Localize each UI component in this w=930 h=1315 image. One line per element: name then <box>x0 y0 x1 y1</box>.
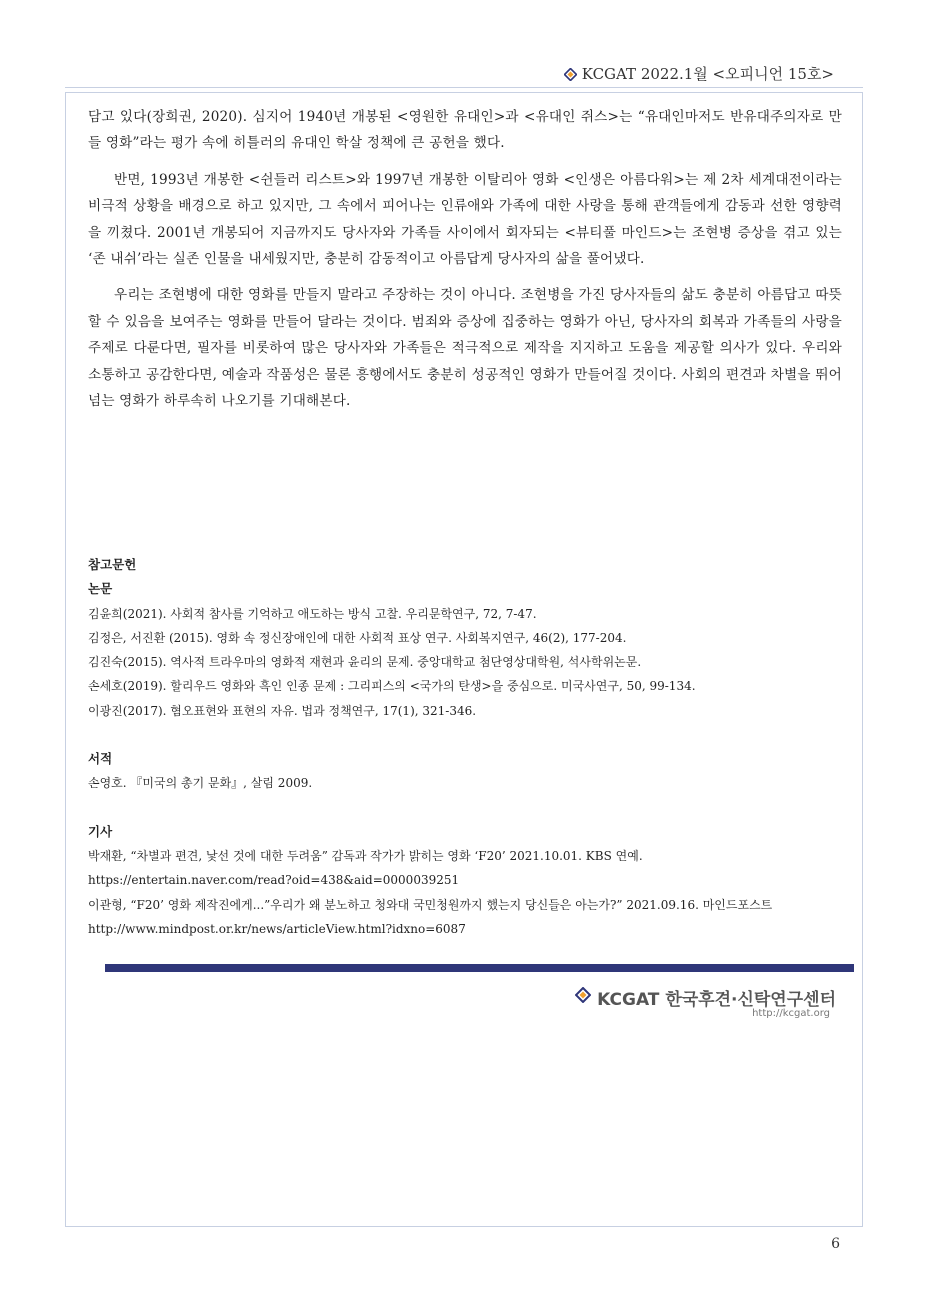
header-text: KCGAT 2022.1월 <오피니언 15호> <box>581 65 834 83</box>
paper-ref: 손세호(2019). 할리우드 영화와 흑인 인종 문제 : 그리피스의 <국가의 탄생>을 중심으로. 미국사연구, 50, 99-134. <box>88 679 696 694</box>
references-title: 참고문헌 <box>88 557 137 572</box>
article-link[interactable]: https://entertain.naver.com/read?oid=438&aid=0000039251 <box>88 873 460 888</box>
footer-org-name: KCGAT 한국후견·신탁연구센터 <box>597 990 836 1010</box>
article-link[interactable]: http://www.mindpost.or.kr/news/articleView.html?idxno=6087 <box>88 921 466 936</box>
paper-ref: 김윤희(2021). 사회적 참사를 기억하고 애도하는 방식 고찰. 우리문학연구, 72, 7-47. <box>88 606 537 621</box>
books-heading: 서적 <box>88 751 113 767</box>
article-body <box>88 104 842 424</box>
paragraph-2: 반면, 1993년 개봉한 <쉰들러 리스트>와 1997년 개봉한 이탈리아 영화 <인생은 아름다워>는 제 2차 세계대전이라는 비극적 상황을 배경으로 하고 있지만, 그 속에서 피어나는 인류애와 가족에 대한 사랑을 통해 관객들에게 감동과 선한 영향력을 끼쳤다. 2001년 개봉되어 지금까지도 당사자와 가족들 사이에서 회자되는 <뷰티풀 마인드>는 조현병 증상을 겪고 있는 ‘존 내쉬’라는 실존 인물을 내세웠지만, 충분히 감동적이고 아름답게 당사자의 삶을 풀어냈다. <box>88 171 842 268</box>
article-ref: 박재환, “차별과 편견, 낯선 것에 대한 두려움” 감독과 작가가 밝히는 영화 ‘F20’ 2021.10.01. KBS 연예. <box>88 848 643 863</box>
book-ref: 손영호. 『미국의 총기 문화』, 살림 2009. <box>88 776 313 791</box>
paper-ref: 이광진(2017). 혐오표현와 표현의 자유. 법과 정책연구, 17(1), 321-346. <box>88 703 477 718</box>
diamond-logo-icon <box>564 68 576 80</box>
paper-ref: 김진숙(2015). 역사적 트라우마의 영화적 재현과 윤리의 문제. 중앙대학교 첨단영상대학원, 석사학위논문. <box>88 655 642 670</box>
page-number: 6 <box>831 1236 840 1252</box>
header-rule <box>65 87 863 88</box>
footer-url[interactable]: http://kcgat.org <box>752 1008 830 1019</box>
footer-bar <box>105 964 854 972</box>
references <box>88 553 848 941</box>
paragraph-1: 담고 있다(장희권, 2020). 심지어 1940년 개봉된 <영원한 유대인>과 <유대인 쥐스>는 “유대인마저도 반유대주의자로 만들 영화”라는 평가 속에 히틀러의 유대인 학살 정책에 큰 공헌을 했다. <box>88 109 842 152</box>
paragraph-3: 우리는 조현병에 대한 영화를 만들지 말라고 주장하는 것이 아니다. 조현병을 가진 당사자들의 삶도 충분히 아름답고 따뜻할 수 있음을 보여주는 영화를 만들어 달라는 것이다. 범죄와 증상에 집중하는 영화가 아닌, 당사자의 회복과 가족들의 사랑을 주제로 다룬다면, 필자를 비롯하여 많은 당사자와 가족들은 적극적으로 제작을 지지하고 도움을 제공할 의사가 있다. 우리와 소통하고 공감한다면, 예술과 작품성은 물론 흥행에서도 충분히 성공적인 영화가 만들어질 것이다. 사회의 편견과 차별을 뛰어 넘는 영화가 하루속히 나오기를 기대해본다. <box>88 287 842 410</box>
article-ref: 이관형, “F20’ 영화 제작진에게...”우리가 왜 분노하고 청와대 국민청원까지 했는지 당신들은 아는가?” 2021.09.16. 마인드포스트 <box>88 897 773 912</box>
paper-ref: 김정은, 서진환 (2015). 영화 속 정신장애인에 대한 사회적 표상 연구. 사회복지연구, 46(2), 177-204. <box>88 630 627 645</box>
papers-heading: 논문 <box>88 581 113 597</box>
diamond-logo-icon <box>575 987 591 1008</box>
articles-heading: 기사 <box>88 823 113 839</box>
footer-org <box>575 985 836 1010</box>
page-header <box>564 63 834 84</box>
